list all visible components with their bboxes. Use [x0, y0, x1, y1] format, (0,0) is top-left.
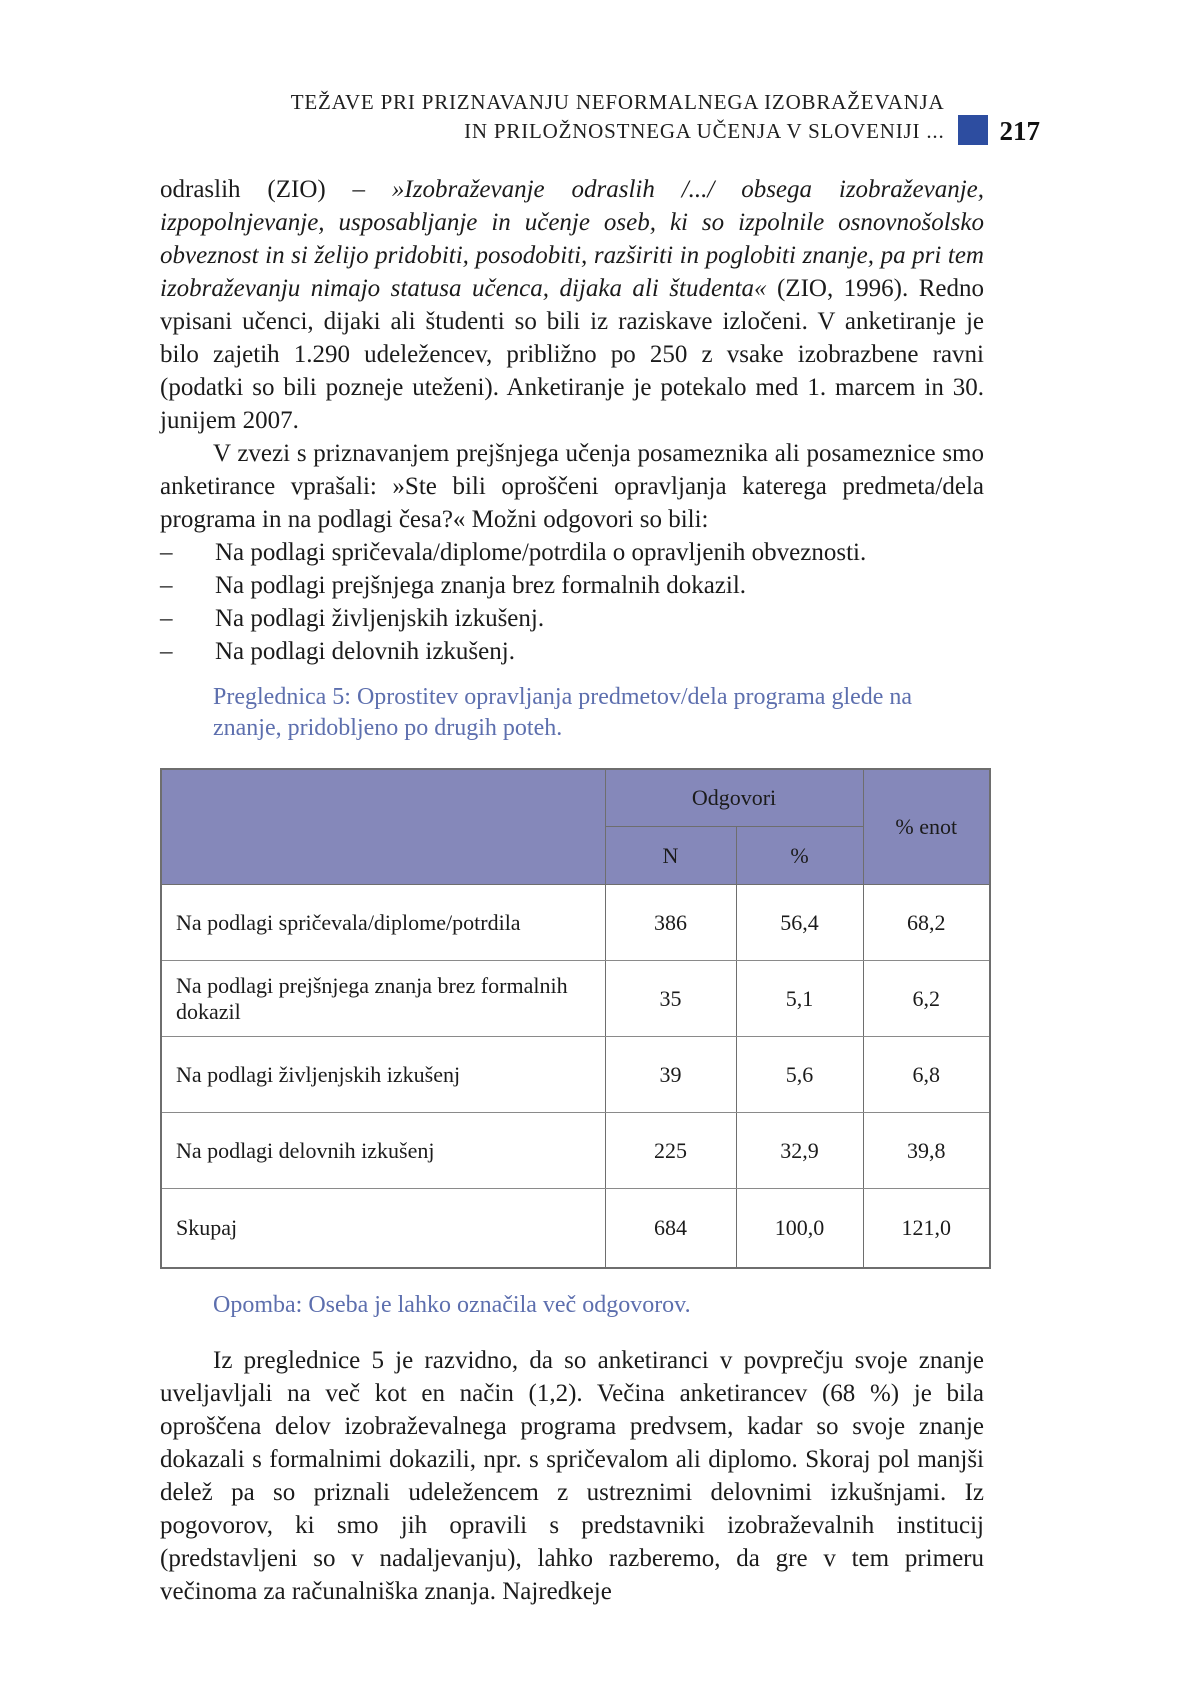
row-label: Na podlagi prejšnjega znanja brez formalnih dokazil — [161, 961, 605, 1037]
cell-n: 225 — [605, 1113, 736, 1189]
answer-options-list — [160, 536, 984, 668]
paragraph-1 — [160, 173, 984, 437]
table-row — [161, 1037, 990, 1113]
paragraph-1-lead: odraslih (ZIO) – — [160, 176, 392, 203]
row-label: Na podlagi življenjskih izkušenj — [161, 1037, 605, 1113]
paragraph-1-quotation: »Izobraževanje odraslih /.../ obsega izobraževanje, izpopolnjevanje, usposabljanje in učenje oseb, ki so izpolnile osnovnošolsko obveznost in si želijo pridobiti, posodobiti, razširiti in poglobiti znanje, pa pri tem izobraževanju nimajo statusa učenca, dijaka ali študenta« — [160, 176, 984, 302]
cell-n: 684 — [605, 1189, 736, 1269]
cell-pct: 5,6 — [736, 1037, 863, 1113]
list-item-text: Na podlagi delovnih izkušenj. — [215, 638, 515, 665]
dash-marker: – — [160, 572, 173, 599]
table-row — [161, 1113, 990, 1189]
running-head-line1: TEŽAVE PRI PRIZNAVANJU NEFORMALNEGA IZOBRAŽEVANJA — [290, 90, 945, 114]
table-header-n: N — [605, 827, 736, 885]
list-item — [160, 635, 984, 668]
dash-marker: – — [160, 605, 173, 632]
paragraph-2: V zvezi s priznavanjem prejšnjega učenja posameznika ali posameznice smo anketirance vprašali: »Ste bili oproščeni opravljanja katerega predmeta/dela programa in na podlagi česa?« Možni odgovori so bili: — [160, 440, 984, 533]
row-label: Na podlagi spričevala/diplome/potrdila — [161, 885, 605, 961]
dash-marker: – — [160, 638, 173, 665]
paragraph-1-rest: (ZIO, 1996). Redno vpisani učenci, dijaki ali študenti so bili iz raziskave izločeni. V anketiranje je bilo zajetih 1.290 udeležencev, približno po 250 z vsake izobrazbene ravni (podatki so bili pozneje uteženi). Anketiranje je potekalo med 1. marcem in 30. junijem 2007. — [160, 275, 984, 434]
table-caption: Preglednica 5: Oprostitev opravljanja predmetov/dela programa glede na znanje, pridobljeno po drugih poteh. — [213, 684, 913, 741]
cell-units: 121,0 — [863, 1189, 990, 1269]
table-row — [161, 885, 990, 961]
cell-pct: 5,1 — [736, 961, 863, 1037]
table-note: Opomba: Oseba je lahko označila več odgovorov. — [213, 1292, 691, 1318]
dash-marker: – — [160, 539, 173, 566]
list-item — [160, 536, 984, 569]
running-head — [160, 88, 1040, 146]
table-row — [161, 961, 990, 1037]
cell-n: 39 — [605, 1037, 736, 1113]
row-label: Skupaj — [161, 1189, 605, 1269]
list-item-text: Na podlagi življenjskih izkušenj. — [215, 605, 545, 632]
page-content — [160, 88, 1040, 1608]
cell-n: 35 — [605, 961, 736, 1037]
cell-units: 68,2 — [863, 885, 990, 961]
list-item-text: Na podlagi prejšnjega znanja brez formalnih dokazil. — [215, 572, 747, 599]
cell-pct: 56,4 — [736, 885, 863, 961]
table-row-total — [161, 1189, 990, 1269]
running-head-line2: IN PRILOŽNOSTNEGA UČENJA V SLOVENIJI ... — [464, 119, 945, 143]
preglednica-5-table — [160, 768, 991, 1269]
cell-units: 6,8 — [863, 1037, 990, 1113]
page-number: 217 — [999, 116, 1040, 146]
cell-pct: 32,9 — [736, 1113, 863, 1189]
table-header-odgovori: Odgovori — [605, 769, 863, 827]
row-label: Na podlagi delovnih izkušenj — [161, 1113, 605, 1189]
table-header-pct-enot: % enot — [863, 769, 990, 885]
cell-n: 386 — [605, 885, 736, 961]
table-header-pct: % — [736, 827, 863, 885]
folio-square-icon — [958, 115, 988, 145]
cell-pct: 100,0 — [736, 1189, 863, 1269]
list-item-text: Na podlagi spričevala/diplome/potrdila o opravljenih obveznosti. — [215, 539, 867, 566]
cell-units: 39,8 — [863, 1113, 990, 1189]
running-head-title — [291, 88, 945, 146]
table-header-empty-cell — [161, 769, 605, 885]
list-item — [160, 602, 984, 635]
cell-units: 6,2 — [863, 961, 990, 1037]
list-item — [160, 569, 984, 602]
paragraph-3: Iz preglednice 5 je razvidno, da so anketiranci v povprečju svoje znanje uveljavljali na več kot en način (1,2). Večina anketirancev (68 %) je bila oproščena delov izobraževalnega programa predvsem, kadar so svoje znanje dokazali s formalnimi dokazili, npr. s spričevalom ali diplomo. Skoraj pol manjši delež pa so priznali udeležencem z ustreznimi delovnimi izkušnjami. Iz pogovorov, ki smo jih opravili s predstavniki izobraževalnih institucij (predstavljeni so v nadaljevanju), lahko razberemo, da gre v tem primeru večinoma za računalniška znanja. Najredkeje — [160, 1347, 984, 1605]
